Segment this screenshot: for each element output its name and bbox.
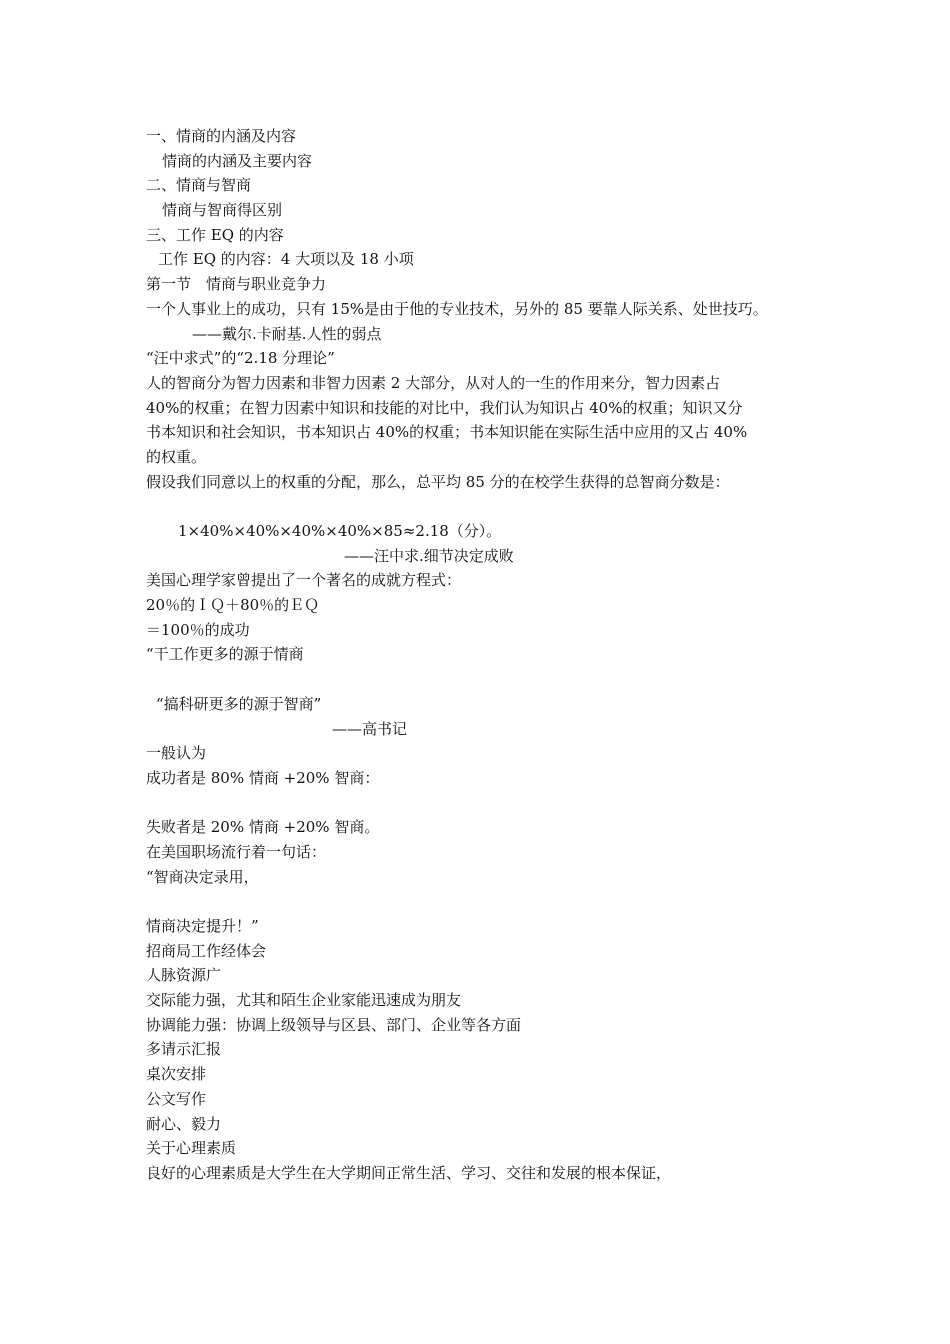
subheading-1: 情商的内涵及主要内容: [162, 151, 313, 170]
equation-intro: 美国心理学家曾提出了一个著名的成就方程式：: [146, 571, 462, 590]
formula: 1×40%×40%×40%×40%×85≈2.18（分）。: [178, 522, 502, 540]
heading-3: 三、工作 EQ 的内容: [146, 225, 284, 244]
equation-part-2: ＝100％的成功: [146, 620, 250, 639]
saying-part-1: “智商决定录用，: [146, 867, 259, 886]
heading-2: 二、情商与智商: [146, 176, 252, 195]
blank-line: [146, 667, 826, 692]
list-item: 桌次安排: [146, 1065, 207, 1084]
blank-line: [146, 791, 826, 816]
iq-paragraph-line: 的权重。: [146, 447, 207, 466]
subheading-3: 工作 EQ 的内容：4 大项以及 18 小项: [158, 250, 414, 269]
list-item: 招商局工作经体会: [146, 941, 267, 960]
gao-attribution: ——高书记: [332, 719, 408, 738]
list-item: 公文写作: [146, 1089, 207, 1108]
list-item: 良好的心理素质是大学生在大学期间正常生活、学习、交往和发展的根本保证，: [146, 1163, 672, 1182]
heading-1: 一、情商的内涵及内容: [146, 127, 297, 145]
carnegie-attribution: ——戴尔.卡耐基.人性的弱点: [192, 324, 382, 343]
failure-formula: 失败者是 20% 情商 +20% 智商。: [146, 818, 380, 837]
success-formula: 成功者是 80% 情商 +20% 智商：: [146, 768, 380, 787]
blank-line: [146, 889, 826, 914]
assumption-text: 假设我们同意以上的权重的分配，那么，总平均 85 分的在校学生获得的总智商分数是：: [146, 472, 730, 491]
wang-attribution: ——汪中求.细节决定成败: [344, 546, 514, 565]
wang-theory-title: “汪中求式”的“2.18 分理论”: [146, 349, 335, 368]
carnegie-quote: 一个人事业上的成功，只有 15%是由于他的专业技术，另外的 85 要靠人际关系、处世技巧。: [146, 299, 768, 318]
iq-paragraph-line: 40%的权重；在智力因素中知识和技能的对比中，我们认为知识占 40%的权重；知识又分: [146, 398, 743, 417]
research-quote: “搞科研更多的源于智商”: [156, 694, 322, 713]
iq-paragraph: [146, 371, 814, 470]
equation-part-1: 20％的ＩＱ＋80％的ＥＱ: [146, 596, 320, 615]
list-item: 耐心、毅力: [146, 1114, 222, 1133]
list-item: 多请示汇报: [146, 1040, 222, 1059]
blank-line: [146, 494, 826, 519]
list-item: 协调能力强：协调上级领导与区县、部门、企业等各方面: [146, 1015, 522, 1034]
iq-paragraph-line: 人的智商分为智力因素和非智力因素 2 大部分，从对人的一生的作用来分，智力因素占: [146, 373, 721, 392]
saying-part-2: 情商决定提升！”: [146, 917, 259, 935]
list-item: 关于心理素质: [146, 1139, 237, 1158]
work-quote: “干工作更多的源于情商: [146, 645, 304, 664]
list-item: 人脉资源广: [146, 966, 222, 985]
iq-paragraph-line: 书本知识和社会知识，书本知识占 40%的权重；书本知识能在实际生活中应用的又占 40%: [146, 423, 748, 442]
general-view: 一般认为: [146, 744, 207, 763]
list-item: 交际能力强，尤其和陌生企业家能迅速成为朋友: [146, 991, 462, 1010]
section-title: 第一节 情商与职业竞争力: [146, 275, 327, 294]
document-page: [146, 124, 826, 1186]
us-saying-intro: 在美国职场流行着一句话：: [146, 842, 327, 861]
subheading-2: 情商与智商得区别: [162, 201, 283, 220]
